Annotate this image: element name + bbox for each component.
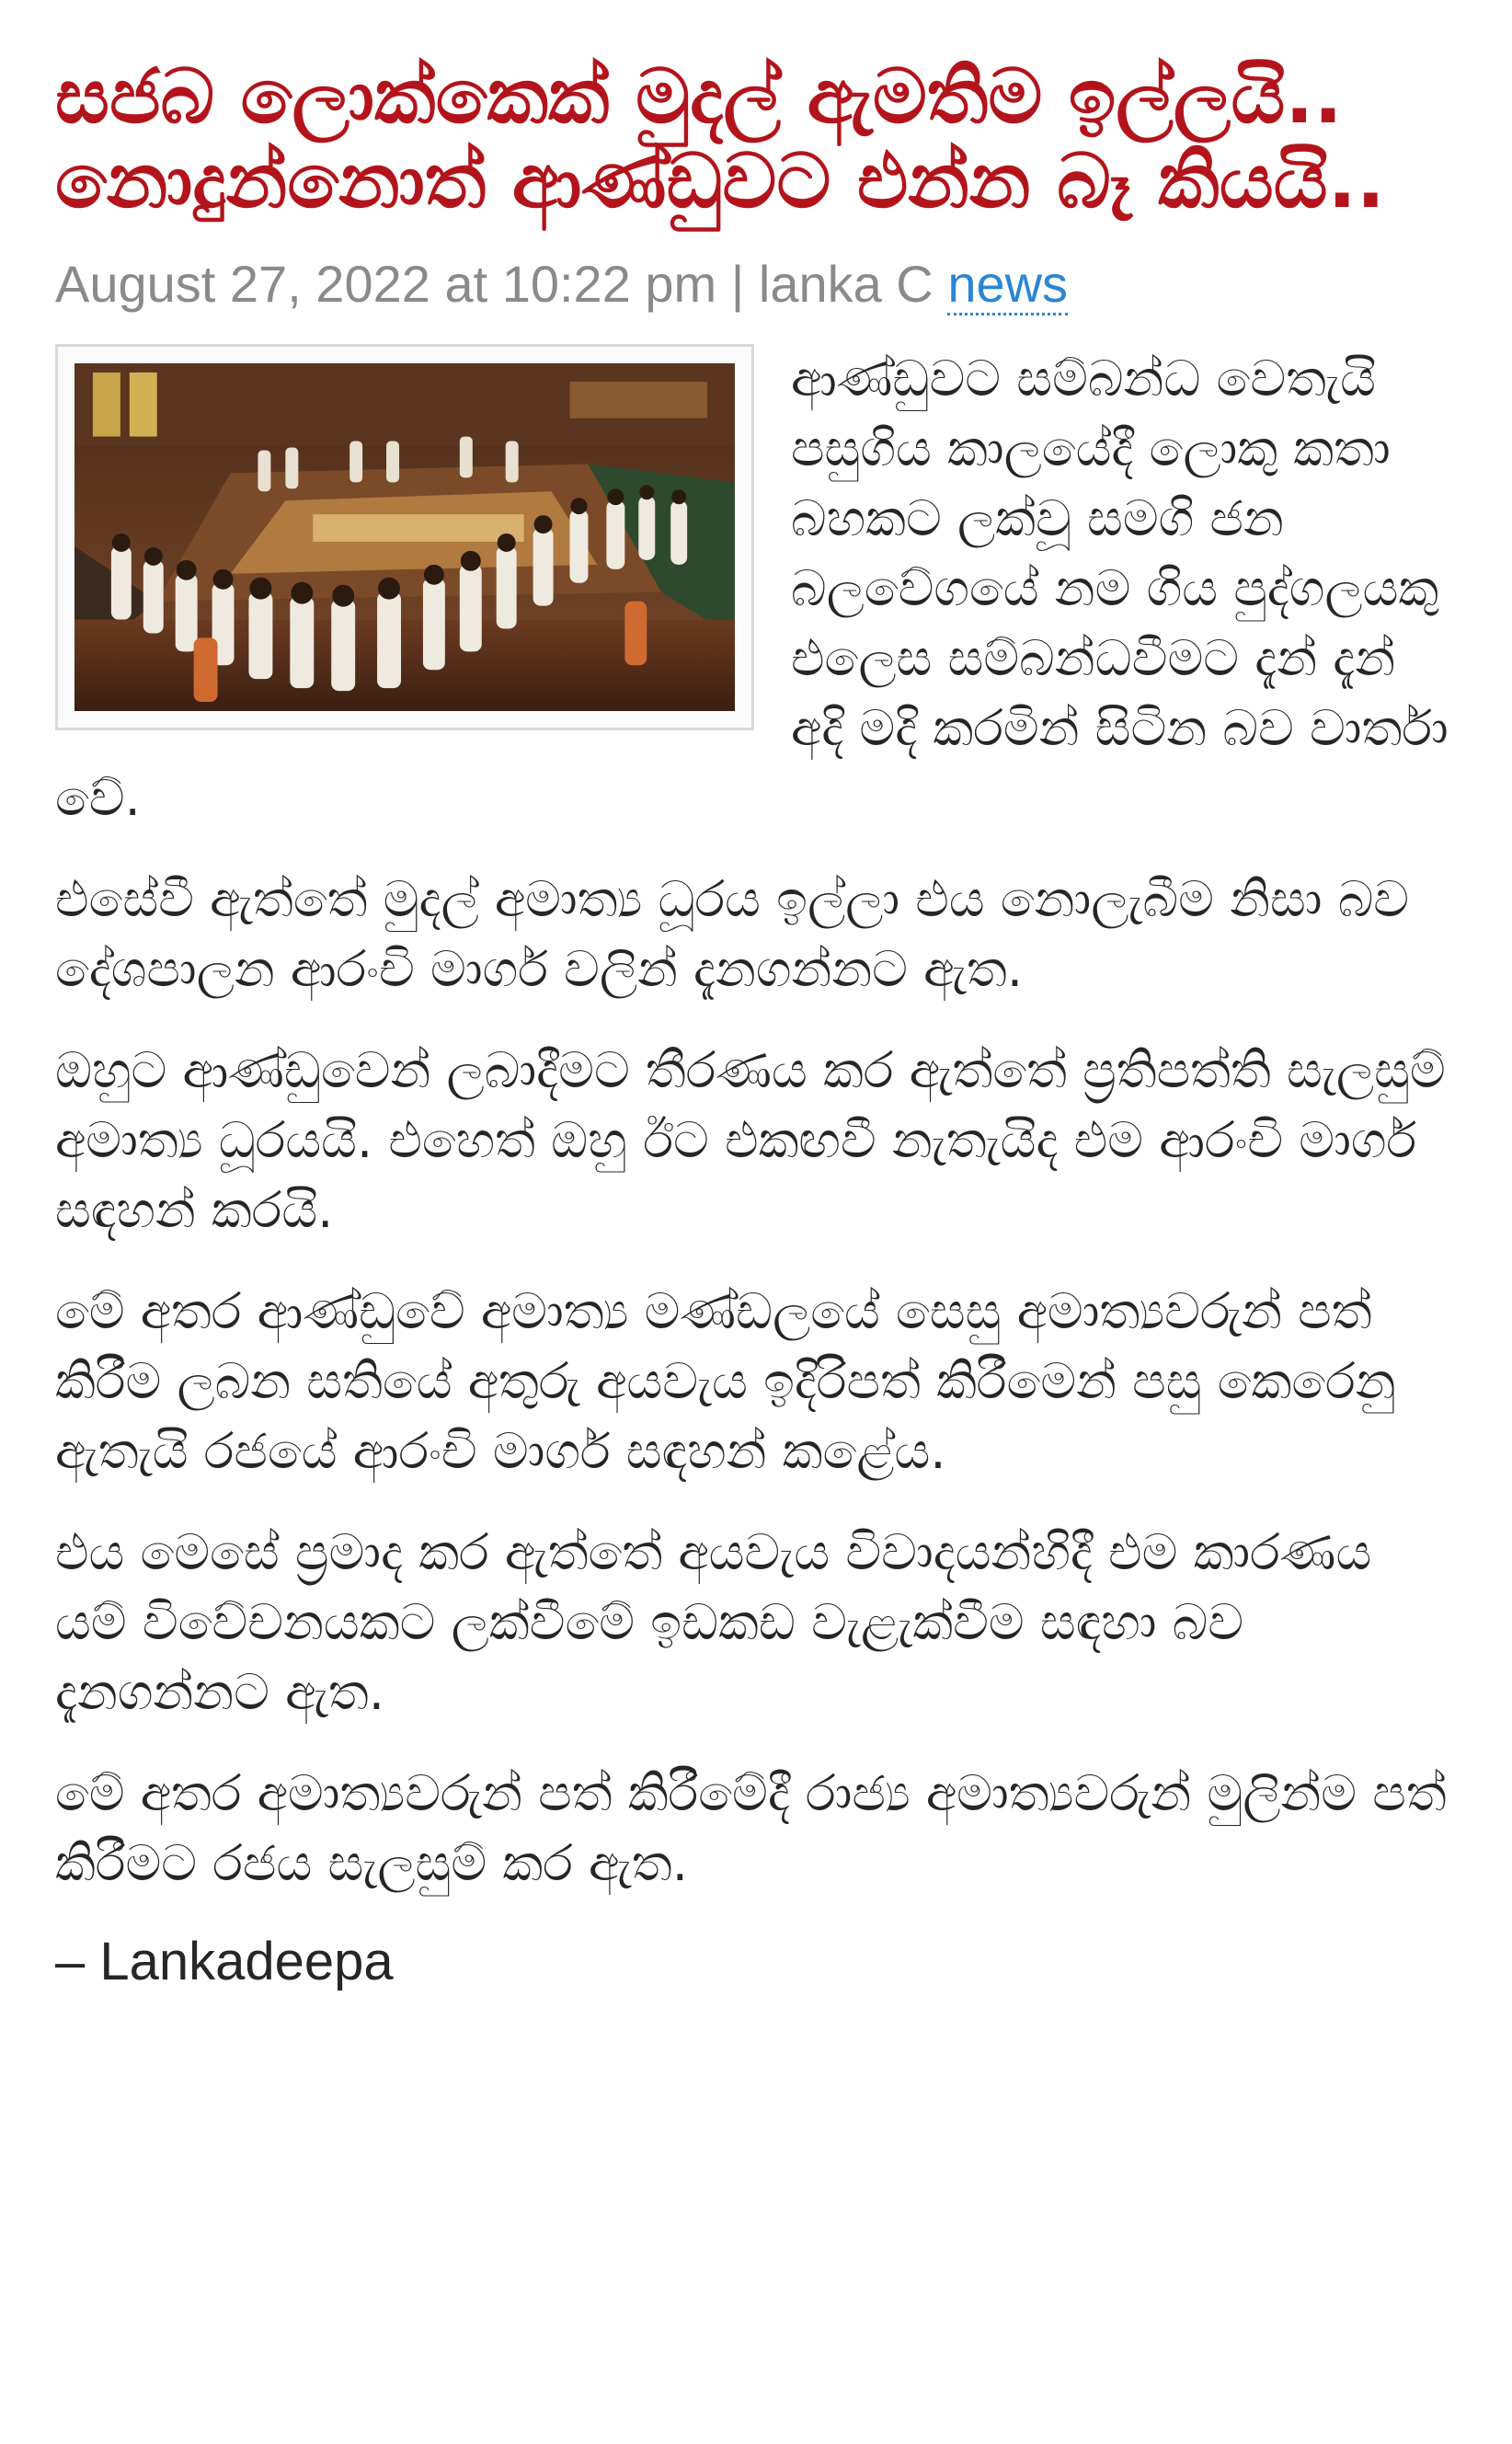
paragraph: මේ අතර ආණ්ඩුවේ අමාත්‍ය මණ්ඩලයේ සෙසු අමාත්‍යවරුන් පත් කිරීම ලබන සතියේ අතුරු අයවැය ඉදිරිපත් කිරීමෙන් පසු කෙරෙනු ඇතැයි රජයේ ආරංචි මාර්ග සඳහන් කළේය.	[55, 1282, 1396, 1480]
paragraph: ඔහුට ආණ්ඩුවෙන් ලබාදීමට තීරණය කර ඇත්තේ ප්‍රතිපත්ති සැලසුම් අමාත්‍ය ධූරයයි. එහෙත් ඔහු ඊට එකඟවී නැතැයිද එම ආරංචි මාර්ග සඳහන් කරයි.	[55, 1041, 1446, 1239]
article-image	[55, 344, 754, 730]
paragraph: එසේවී ඇත්තේ මුදල් අමාත්‍ය ධූරය ඉල්ලා එය නොලැබීම නිසා බව දේශපාලන ආරංචි මාර්ග වලින් දැනගන්නට ඇත.	[55, 870, 1410, 998]
paragraph: එය මෙසේ ප්‍රමාද කර ඇත්තේ අයවැය විවාදයන්හිදී එම කාරණය යම් විවේචනයකට ලක්වීමේ ඉඩකඩ වැළැක්වීම සඳහා බව දැනගන්නට ඇත.	[55, 1523, 1372, 1721]
article-meta	[55, 252, 1457, 316]
author-name: lanka C	[758, 255, 934, 313]
publish-date: August 27, 2022 at 10:22 pm	[55, 255, 717, 313]
meta-separator: |	[730, 255, 745, 313]
source-credit: – Lankadeepa	[55, 1932, 394, 1991]
paragraph: ආණ්ඩුවට සම්බන්ධ වෙතැයි පසුගිය කාලයේදී ලොකු කතා බහකට ලක්වූ සමගි ජන බලවේගයේ නම ගිය පුද්ගලයකු එලෙස සම්බන්ධවීමට දැන් දැන් අදි මදි කරමින් සිටින බව වාර්තා වේ.	[55, 350, 1449, 827]
parliament-photo-icon	[74, 363, 735, 711]
headline: සජබ ලොක්කෙක් මුදල් ඇමතිම ඉල්ලයි.. නොදුන්නොත් ආණ්ඩුවට එන්න බෑ කියයි..	[55, 53, 1385, 225]
category-link[interactable]: news	[947, 255, 1068, 316]
paragraph: මේ අතර අමාත්‍යවරුන් පත් කිරීමේදී රාජ්‍ය අමාත්‍යවරුන් මුලින්ම පත් කිරීමට රජය සැලසුම් කර ඇත.	[55, 1764, 1447, 1892]
article-body	[55, 344, 1457, 1994]
